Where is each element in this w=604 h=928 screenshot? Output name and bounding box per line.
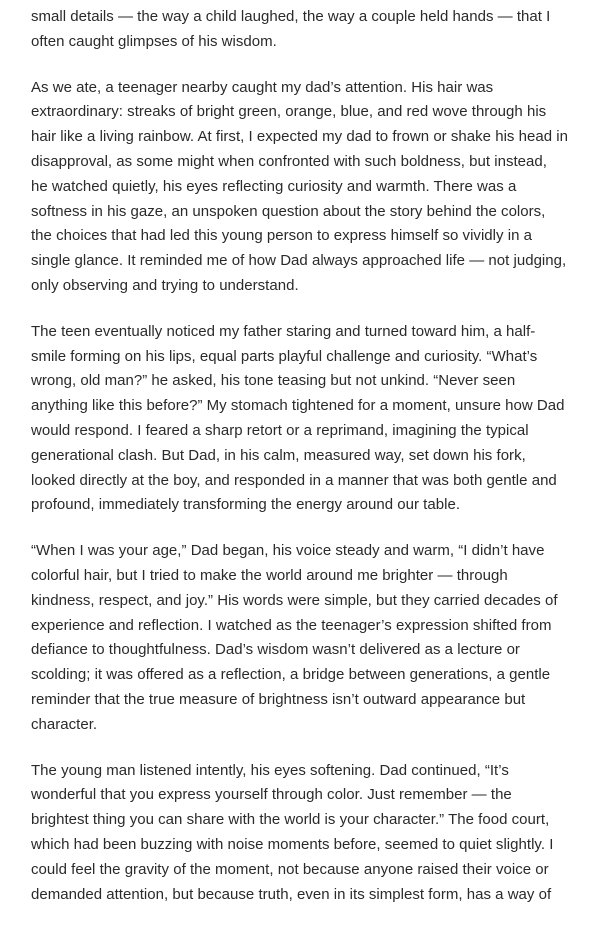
text-line: which had been buzzing with noise moments before, seemed to quiet slightly. I [31, 835, 554, 853]
paragraph [31, 539, 576, 737]
text-line: The teen eventually noticed my father staring and turned toward him, a half- [31, 322, 536, 340]
text-line: extraordinary: streaks of bright green, orange, blue, and red wove through his [31, 103, 547, 121]
paragraph [31, 76, 576, 299]
text-line: looked directly at the boy, and responded in a manner that was both gentle and [31, 471, 557, 489]
text-line: he watched quietly, his eyes reflecting curiosity and warmth. There was a [31, 177, 517, 195]
paragraph [31, 759, 576, 908]
text-line: hair like a living rainbow. At first, I expected my dad to frown or shake his head in [31, 128, 568, 146]
text-line: “When I was your age,” Dad began, his voice steady and warm, “I didn’t have [31, 542, 545, 560]
text-line: kindness, respect, and joy.” His words were simple, but they carried decades of [31, 591, 558, 609]
text-line: reminder that the true measure of brightness isn’t outward appearance but [31, 690, 526, 708]
text-line: could feel the gravity of the moment, not because anyone raised their voice or [31, 860, 549, 878]
paragraph [31, 320, 576, 518]
text-line: generational clash. But Dad, in his calm, measured way, set down his fork, [31, 446, 526, 464]
text-line: wonderful that you express yourself through color. Just remember — the [31, 786, 512, 804]
text-line: single glance. It reminded me of how Dad always approached life — not judging, [31, 252, 567, 270]
text-line: profound, immediately transforming the energy around our table. [31, 496, 461, 514]
paragraph [31, 5, 576, 55]
text-line: brightest thing you can share with the world is your character.” The food court, [31, 811, 550, 829]
text-line: experience and reflection. I watched as the teenager’s expression shifted from [31, 616, 552, 634]
text-line: softness in his gaze, an unspoken question about the story behind the colors, [31, 202, 546, 220]
text-line: small details — the way a child laughed, the way a couple held hands — that I [31, 8, 551, 25]
text-line: wrong, old man?” he asked, his tone teasing but not unkind. “Never seen [31, 372, 516, 390]
text-line: defiance to thoughtfulness. Dad’s wisdom wasn’t delivered as a lecture or [31, 641, 520, 659]
text-line: the choices that had led this young person to express himself so vividly in a [31, 227, 532, 245]
text-line: often caught glimpses of his wisdom. [31, 32, 277, 50]
text-line: colorful hair, but I tried to make the world around me brighter — through [31, 566, 508, 584]
text-line: only observing and trying to understand. [31, 276, 299, 294]
article-body [31, 5, 576, 928]
text-line: demanded attention, but because truth, even in its simplest form, has a way of [31, 885, 552, 903]
text-line: smile forming on his lips, equal parts playful challenge and curiosity. “What’s [31, 347, 538, 365]
text-line: As we ate, a teenager nearby caught my dad’s attention. His hair was [31, 78, 494, 96]
text-line: disapproval, as some might when confronted with such boldness, but instead, [31, 152, 547, 170]
text-line: scolding; it was offered as a reflection, a bridge between generations, a gentle [31, 666, 551, 684]
text-line: anything like this before?” My stomach tightened for a moment, unsure how Dad [31, 397, 565, 415]
text-line: character. [31, 715, 98, 733]
text-line: would respond. I feared a sharp retort or a reprimand, imagining the typical [31, 421, 529, 439]
text-line: The young man listened intently, his eyes softening. Dad continued, “It’s [31, 761, 509, 779]
